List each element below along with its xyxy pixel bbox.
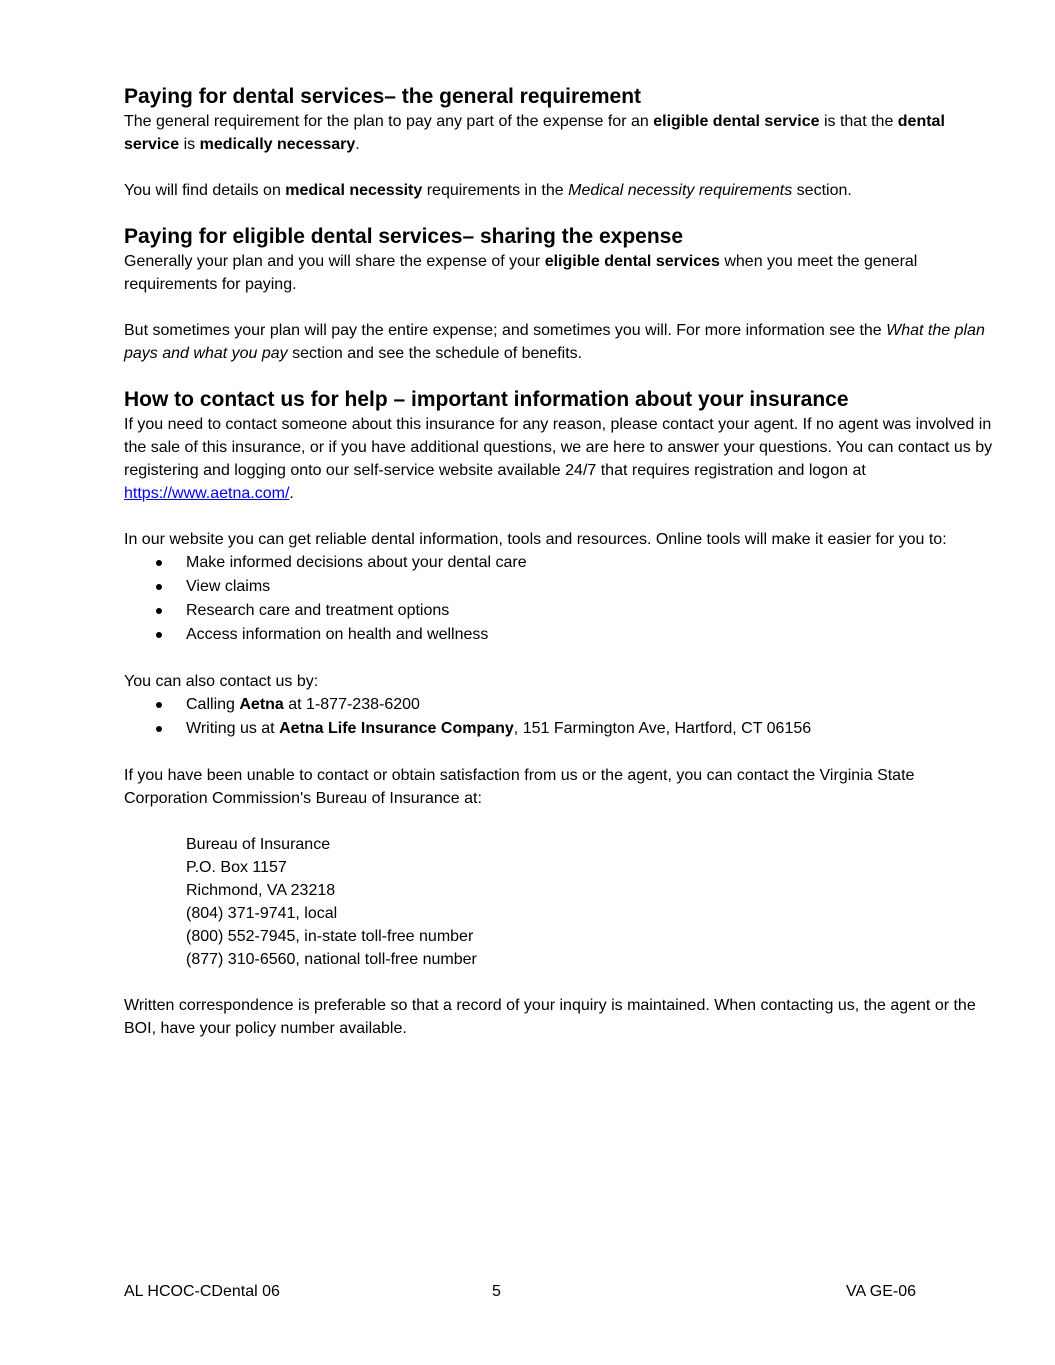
contact-methods-list	[124, 693, 994, 741]
footer-page-number: 5	[492, 1283, 501, 1300]
heading-contact-us: How to contact us for help – important information about your insurance	[124, 388, 849, 411]
page-footer	[124, 1281, 916, 1303]
paragraph-written-correspondence: Written correspondence is preferable so that a record of your inquiry is maintained. When contacting us, the agent or the BOI, have your policy number available.	[124, 997, 976, 1037]
paragraph-contact-agent: If you need to contact someone about this insurance for any reason, please contact your agent. If no agent was involved in the sale of this insurance, or if you have additional questions, we are here to answer your questions. You can contact us by registering and logging onto our self-service website available 24/7 that requires registration and logon at https://www.aetna.com/.	[124, 416, 993, 502]
heading-general-requirement: Paying for dental services– the general requirement	[124, 85, 642, 108]
list-item-calling: Calling Aetna at 1-877-238-6200	[124, 693, 994, 717]
paragraph-also-contact: You can also contact us by:	[124, 673, 319, 690]
paragraph-entire-expense: But sometimes your plan will pay the entire expense; and sometimes you will. For more information see the What the plan pays and what you pay section and see the schedule of benefits.	[124, 322, 985, 362]
document-body	[124, 84, 994, 1040]
list-item: Access information on health and wellness	[124, 623, 994, 647]
list-item: Research care and treatment options	[124, 599, 994, 623]
address-line: Richmond, VA 23218	[186, 882, 336, 899]
footer-form-code: AL HCOC-CDental 06	[124, 1283, 280, 1300]
address-line: P.O. Box 1157	[186, 859, 287, 876]
bullet-icon	[156, 584, 162, 590]
list-item-writing: Writing us at Aetna Life Insurance Company, 151 Farmington Ave, Hartford, CT 06156	[124, 717, 994, 741]
address-line: Bureau of Insurance	[186, 836, 331, 853]
bullet-icon	[156, 726, 162, 732]
bullet-icon	[156, 560, 162, 566]
paragraph-online-tools: In our website you can get reliable dental information, tools and resources. Online tools will make it easier for you to:	[124, 531, 947, 548]
paragraph-bureau-of-insurance: If you have been unable to contact or obtain satisfaction from us or the agent, you can contact the Virginia State Corporation Commission's Bureau of Insurance at:	[124, 767, 915, 807]
online-tools-list	[124, 551, 994, 647]
paragraph-general-requirement: The general requirement for the plan to pay any part of the expense for an eligible dental service is that the dental service is medically necessary.	[124, 113, 945, 153]
aetna-website-link[interactable]: https://www.aetna.com/	[124, 485, 290, 502]
footer-state-code: VA GE-06	[846, 1283, 916, 1300]
paragraph-medical-necessity: You will find details on medical necessity requirements in the Medical necessity requirements section.	[124, 182, 852, 199]
paragraph-sharing-expense: Generally your plan and you will share the expense of your eligible dental services when you meet the general requirements for paying.	[124, 253, 918, 293]
bullet-icon	[156, 608, 162, 614]
heading-sharing-expense: Paying for eligible dental services– sharing the expense	[124, 225, 684, 248]
address-line: (800) 552-7945, in-state toll-free number	[186, 928, 474, 945]
bullet-icon	[156, 702, 162, 708]
bullet-icon	[156, 632, 162, 638]
address-line: (804) 371-9741, local	[186, 905, 338, 922]
list-item: Make informed decisions about your dental care	[124, 551, 994, 575]
list-item: View claims	[124, 575, 994, 599]
address-line: (877) 310-6560, national toll-free number	[186, 951, 477, 968]
bureau-address	[124, 833, 994, 971]
